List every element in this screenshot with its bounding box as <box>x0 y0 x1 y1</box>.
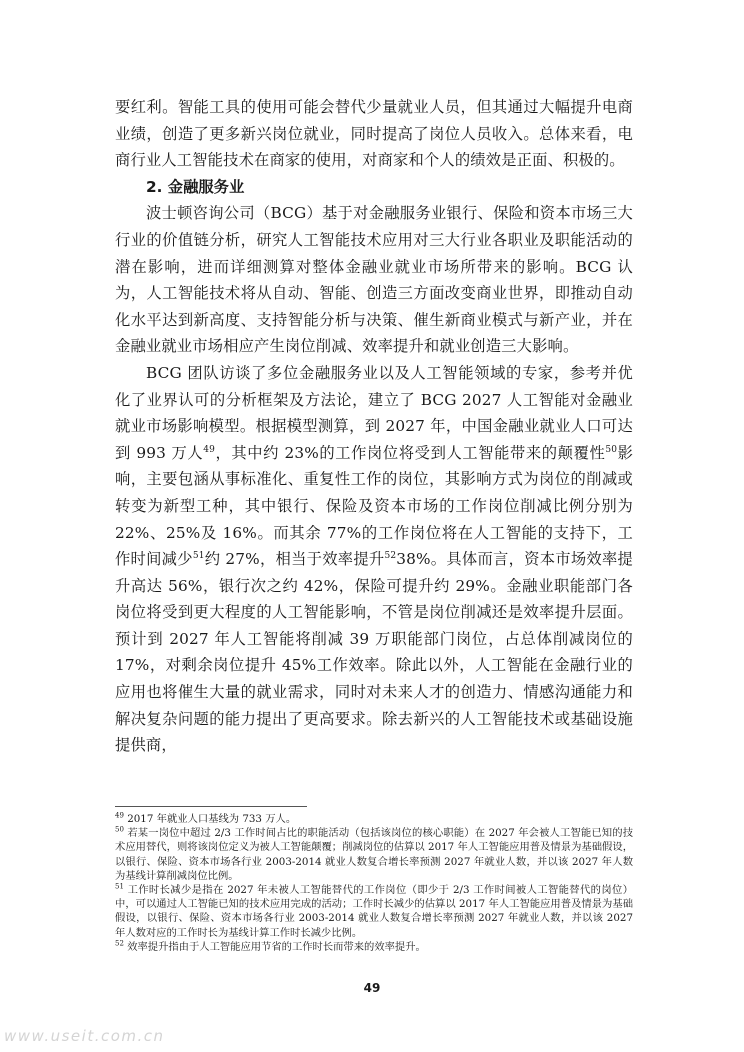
footnote-number: 52 <box>115 939 124 948</box>
footnote-divider <box>115 806 307 807</box>
footnote-ref-52[interactable]: 52 <box>384 551 397 561</box>
footnote-50 <box>115 826 633 883</box>
paragraph-ecommerce-conclusion: 要红利。智能工具的使用可能会替代少量就业人员，但其通过大幅提升电商业绩，创造了更多新兴岗位就业，同时提高了岗位人员收入。总体来看，电商行业人工智能技术在商家的使用，对商家和个人的绩效是正面、积极的。 <box>115 98 633 170</box>
paragraph-text: 约 27%，相当于效率提升 <box>204 550 385 569</box>
footnotes <box>115 812 633 954</box>
page-number: 49 <box>363 981 381 995</box>
paragraph-text: BCG 团队访谈了多位金融服务业以及人工智能领域的专家，参考并优化了业界认可的分析框架及方法论，建立了 BCG 2027 人工智能对金融业就业市场影响模型。根据模型测算，到 2027 年，中国金融业就业人口可达到 993 万人 <box>115 363 633 462</box>
footnote-ref-50[interactable]: 50 <box>605 444 618 455</box>
paragraph-bcg-analysis: 波士顿咨询公司（BCG）基于对金融服务业银行、保险和资本市场三大行业的价值链分析，研究人工智能技术应用对三大行业各职业及职能活动的潜在影响，进而详细测算对整体金融业就业市场所带来的影响。BCG 认为，人工智能技术将从自动、智能、创造三方面改变商业世界，即推动自动化水平达到新高度、支持智能分析与决策、催生新商业模式与新产业，并在金融业就业市场相应产生岗位削减、效率提升和就业创造三大影响。 <box>115 204 633 356</box>
footnote-51 <box>115 883 633 940</box>
footnote-ref-51[interactable]: 51 <box>192 551 205 561</box>
watermark: www.useit.com.cn <box>4 1027 165 1045</box>
body-text <box>115 94 633 759</box>
footnote-49 <box>115 812 633 826</box>
footnote-52 <box>115 940 633 954</box>
paragraph-bcg-model <box>115 360 633 759</box>
footnote-text: 2017 年就业人口基线为 733 万人。 <box>127 813 297 825</box>
footnote-text: 工作时长减少是指在 2027 年未被人工智能替代的工作岗位（即少于 2/3 工作时间被人工智能替代的岗位）中，可以通过人工智能已知的技术应用完成的活动；工作时长减少的估算以 2017 年人工智能应用普及情景为基础假设，以银行、保险、资本市场各行业 2003-2014 就业人数复合增长率预测 2027 年就业人数，并以该 2027 年人数对应的工作时长为基线计算工作时长减少比例。 <box>115 884 633 939</box>
footnote-ref-49[interactable]: 49 <box>203 444 215 455</box>
footnote-number: 49 <box>115 811 124 820</box>
paragraph-text: 影响，主要包涵从事标准化、重复性工作的岗位，其影响方式为岗位的削减或转变为新型工种，其中银行、保险及资本市场的工作岗位削减比例分别为 22%、25%及 16%。而其余 77%的工作岗位将在人工智能的支持下，工作时间减少 <box>115 443 634 569</box>
section-heading-financial-services: 2. 金融服务业 <box>146 177 245 196</box>
paragraph-text: 38%。具体而言，资本市场效率提升高达 56%，银行次之约 42%，保险可提升约 29%。金融业职能部门各岗位将受到更大程度的人工智能影响，不管是岗位削减还是效率提升层面。预计到 2027 年人工智能将削减 39 万职能部门岗位，占总体削减岗位的 17%，对剩余岗位提升 45%工作效率。除此以外，人工智能在金融行业的应用也将催生大量的就业需求，同时对未来人才的创造力、情感沟通能力和解决复杂问题的能力提出了更高要求。除去新兴的人工智能技术或基础设施提供商， <box>115 550 633 755</box>
paragraph-text: ，其中约 23%的工作岗位将受到人工智能带来的颠覆性 <box>215 443 606 462</box>
footnote-text: 若某一岗位中超过 2/3 工作时间占比的职能活动（包括该岗位的核心职能）在 2027 年会被人工智能已知的技术应用替代，则将该岗位定义为被人工智能颠覆；削减岗位的估算以 2017 年人工智能应用普及情景为基础假设，以银行、保险、资本市场各行业 2003-2014 就业人数复合增长率预测 2027 年就业人数，并以该 2027 年人数为基线计算削减岗位比例。 <box>115 827 633 882</box>
footnote-number: 50 <box>115 825 124 834</box>
footnote-number: 51 <box>115 882 124 891</box>
footnote-text: 效率提升指由于人工智能应用节省的工作时长而带来的效率提升。 <box>127 940 426 953</box>
